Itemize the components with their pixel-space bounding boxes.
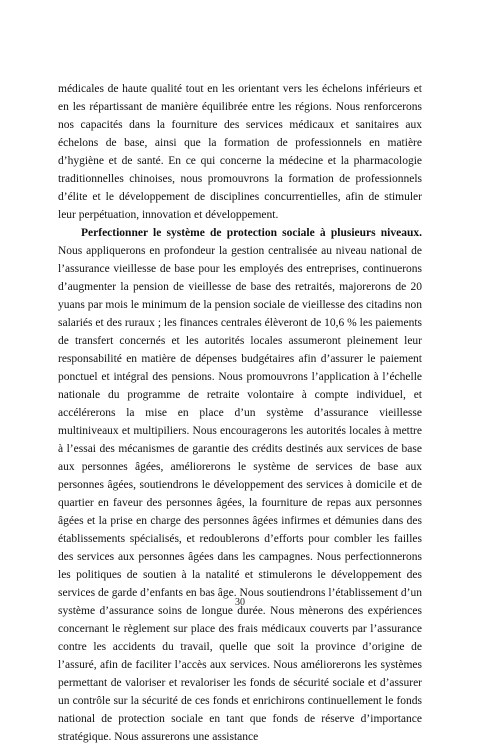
paragraph-text: Nous appliquerons en profondeur la gestion centralisée au niveau national de l’assurance vieillesse de base pour les employés des entreprises, continuerons d’augmenter la pension de vieillesse de base des retraités, majorerons de 20 yuans par mois le minimum de la pension sociale de vieillesse des citadins non salariés et des ruraux ; les finances centrales élèveront de 10,6 % les paiements de transfert concernés et les autorités locales assumeront pleinement leur responsabilité en matière de dépenses budgétaires afin d’assurer le paiement ponctuel et intégral des pensions. Nous promouvrons l’application à l’échelle nationale du programme de retraite volontaire à compte individuel, et accélérerons la mise en place d’un système d’assurance vieillesse multiniveaux et multipiliers. Nous encouragerons les autorités locales à mettre à l’essai des mécanismes de garantie des crédits destinés aux services de base aux personnes âgées, améliorerons le système de services de base aux personnes âgées, soutiendrons le développement des services à domicile et de quartier en faveur des personnes âgées, la fourniture de repas aux personnes âgées et la prise en charge des personnes âgées infirmes et démunies dans des établissements spécialisés, et redoublerons d’efforts pour combler les failles des services aux personnes âgées dans les campagnes. Nous perfectionnerons les politiques de soutien à la natalité et stimulerons le développement des services de garde d’enfants en bas âge. Nous soutiendrons l’établissement d’un système d’assurance soins de longue durée. Nous mènerons des expériences concernant le règlement sur place des frais médicaux couverts par l’assurance contre les accidents du travail, quelle que soit la province d’origine de l’assuré, afin de faciliter l’accès aux services. Nous améliorerons les systèmes permettant de valoriser et revaloriser les fonds de sécurité sociale et d’assurer un contrôle sur la sécurité de ces fonds et enrichirons continuellement le fonds national de protection sociale en tant que fonds de réserve d’importance stratégique. Nous assurerons une assistance	[58, 245, 422, 743]
paragraph-heading: Perfectionner le système de protection sociale à plusieurs niveaux.	[81, 227, 422, 239]
paragraph-continuation	[58, 80, 422, 224]
page-number: 30	[235, 597, 245, 608]
paragraph-social-protection	[58, 224, 422, 746]
body-text	[58, 80, 422, 746]
paragraph-text: médicales de haute qualité tout en les orientant vers les échelons inférieurs et en les répartissant de manière équilibrée entre les régions. Nous renforcerons nos capacités dans la fourniture des services médicaux et sanitaires aux échelons de base, ainsi que la formation de professionnels en matière d’hygiène et de santé. En ce qui concerne la médecine et la pharmacologie traditionnelles chinoises, nous promouvrons la formation de professionnels d’élite et le développement de disciplines concurrentielles, afin de stimuler leur perpétuation, innovation et développement.	[58, 83, 422, 221]
